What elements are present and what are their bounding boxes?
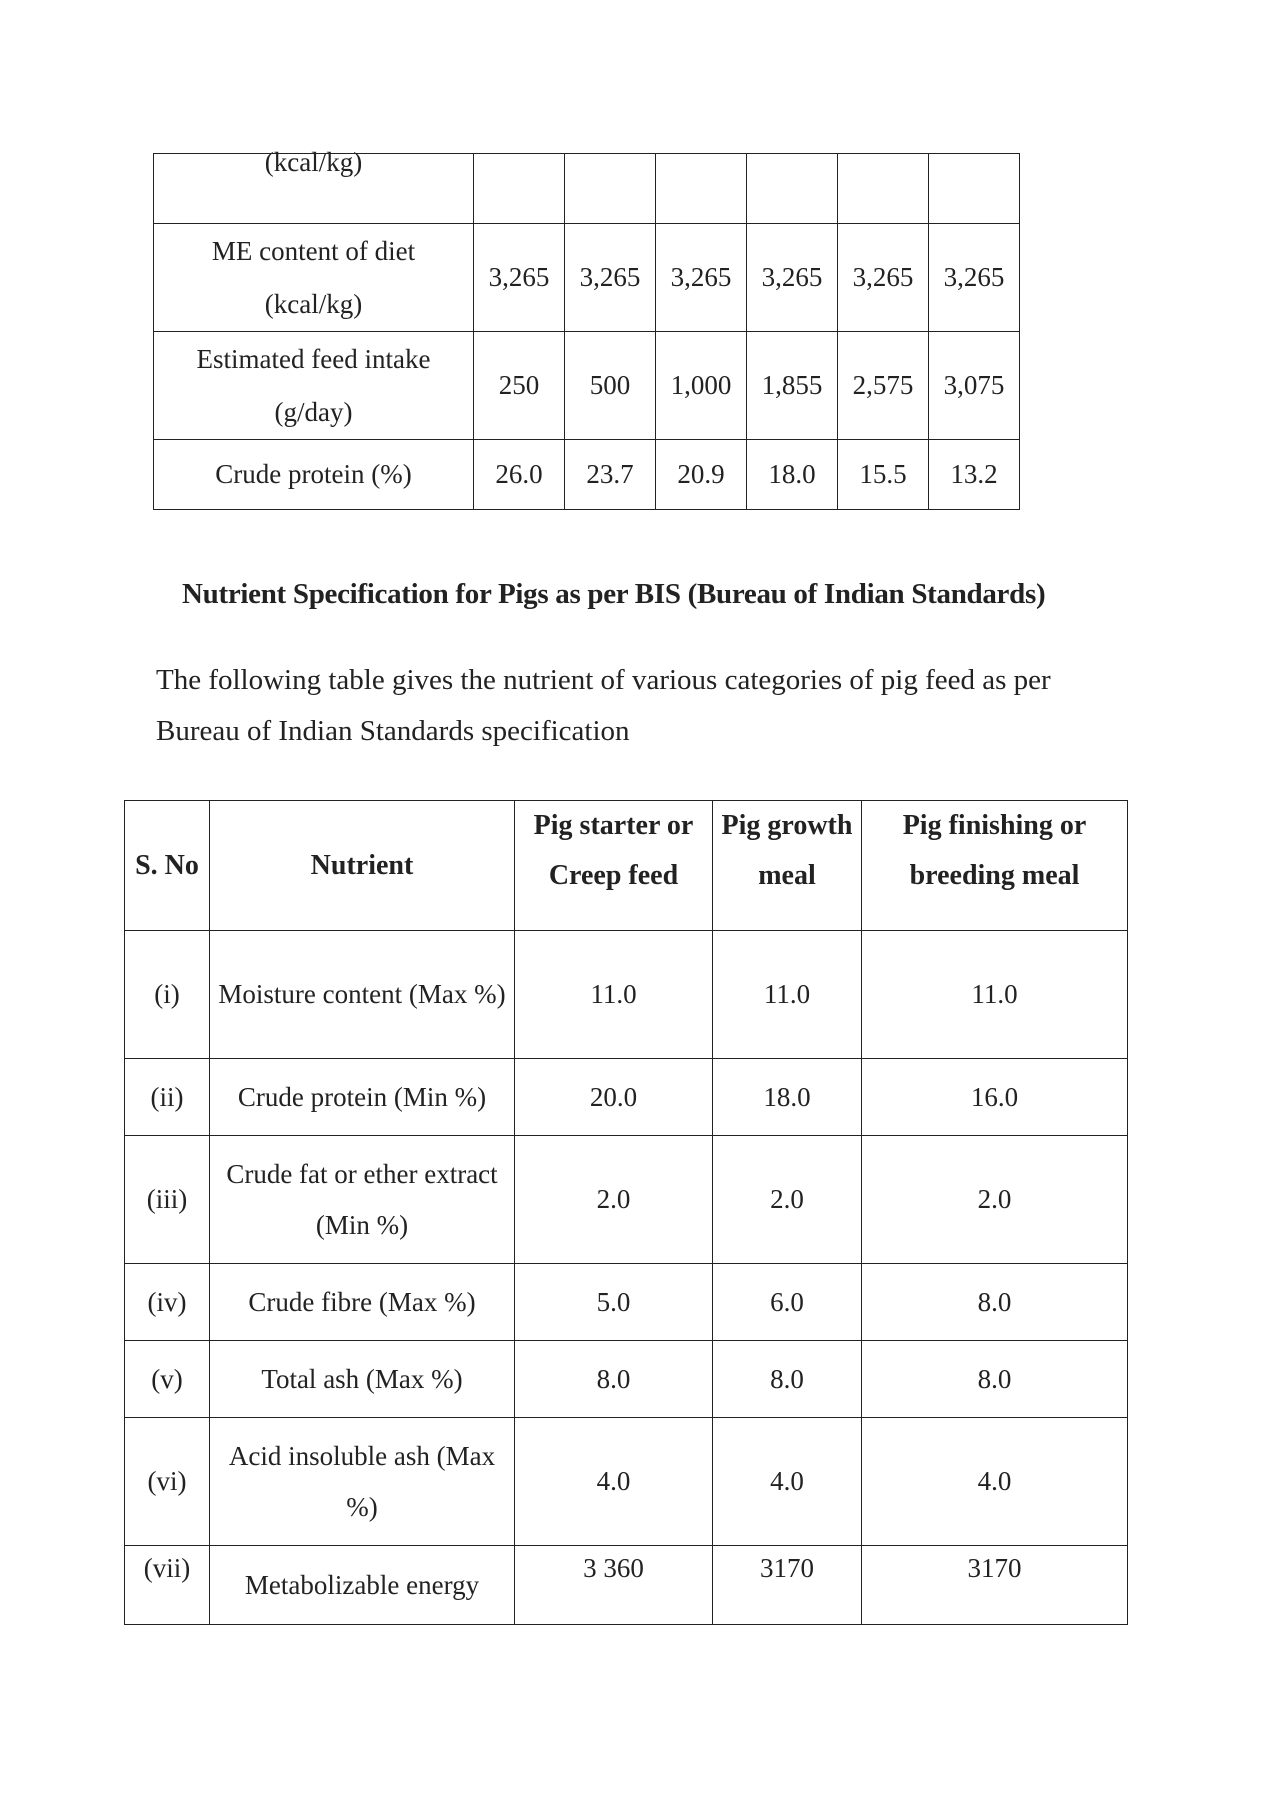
table-cell bbox=[929, 154, 1020, 224]
table-cell: 1,855 bbox=[747, 332, 838, 440]
table-cell: 3,265 bbox=[747, 224, 838, 332]
table-cell: 2.0 bbox=[862, 1136, 1128, 1264]
table-cell: 20.9 bbox=[656, 440, 747, 510]
table-cell: 3,265 bbox=[929, 224, 1020, 332]
nutrient-name: Metabolizable energy bbox=[210, 1546, 515, 1625]
table-cell: 8.0 bbox=[515, 1341, 713, 1418]
table-cell: 13.2 bbox=[929, 440, 1020, 510]
table-row bbox=[154, 440, 1020, 510]
table-cell: 2.0 bbox=[515, 1136, 713, 1264]
table-cell: 3 360 bbox=[515, 1546, 713, 1625]
row-label: Crude protein (%) bbox=[154, 440, 474, 510]
table-cell bbox=[474, 154, 565, 224]
row-label: (kcal/kg) bbox=[154, 154, 474, 224]
row-label: ME content of diet (kcal/kg) bbox=[154, 224, 474, 332]
table-row bbox=[125, 1264, 1128, 1341]
serial-number: (vi) bbox=[125, 1418, 210, 1546]
table-cell: 2,575 bbox=[838, 332, 929, 440]
bis-nutrient-table bbox=[124, 800, 1128, 1625]
table-row bbox=[154, 332, 1020, 440]
serial-number: (ii) bbox=[125, 1059, 210, 1136]
nutrient-name: Crude protein (Min %) bbox=[210, 1059, 515, 1136]
table-cell: 11.0 bbox=[515, 931, 713, 1059]
serial-number: (iv) bbox=[125, 1264, 210, 1341]
column-header-growth: Pig growth meal bbox=[713, 801, 862, 931]
table-cell: 8.0 bbox=[713, 1341, 862, 1418]
nutrient-name: Acid insoluble ash (Max %) bbox=[210, 1418, 515, 1546]
table-row bbox=[125, 1418, 1128, 1546]
column-header-starter: Pig starter or Creep feed bbox=[515, 801, 713, 931]
serial-number: (iii) bbox=[125, 1136, 210, 1264]
table-cell: 3,075 bbox=[929, 332, 1020, 440]
serial-number: (vii) bbox=[125, 1546, 210, 1625]
table-cell: 8.0 bbox=[862, 1341, 1128, 1418]
table-cell: 11.0 bbox=[862, 931, 1128, 1059]
table-row bbox=[125, 1136, 1128, 1264]
table-row bbox=[154, 154, 1020, 224]
table-cell bbox=[747, 154, 838, 224]
table-cell: 3,265 bbox=[565, 224, 656, 332]
nutrient-name: Crude fat or ether extract (Min %) bbox=[210, 1136, 515, 1264]
table-cell: 18.0 bbox=[713, 1059, 862, 1136]
table-cell: 20.0 bbox=[515, 1059, 713, 1136]
table-cell: 1,000 bbox=[656, 332, 747, 440]
table-cell: 250 bbox=[474, 332, 565, 440]
table-cell: 3,265 bbox=[838, 224, 929, 332]
table-cell: 16.0 bbox=[862, 1059, 1128, 1136]
nutrient-name: Moisture content (Max %) bbox=[210, 931, 515, 1059]
table-cell: 2.0 bbox=[713, 1136, 862, 1264]
serial-number: (v) bbox=[125, 1341, 210, 1418]
serial-number: (i) bbox=[125, 931, 210, 1059]
table-cell: 5.0 bbox=[515, 1264, 713, 1341]
table-cell: 6.0 bbox=[713, 1264, 862, 1341]
feed-requirement-table bbox=[153, 147, 1020, 510]
table-row bbox=[154, 224, 1020, 332]
table-cell: 500 bbox=[565, 332, 656, 440]
table-cell: 4.0 bbox=[515, 1418, 713, 1546]
row-label: Estimated feed intake (g/day) bbox=[154, 332, 474, 440]
table-cell: 3,265 bbox=[656, 224, 747, 332]
table-header-row bbox=[125, 801, 1128, 931]
table-row bbox=[125, 1059, 1128, 1136]
table-cell: 26.0 bbox=[474, 440, 565, 510]
nutrient-name: Total ash (Max %) bbox=[210, 1341, 515, 1418]
table-cell: 3170 bbox=[862, 1546, 1128, 1625]
column-header-sno: S. No bbox=[125, 801, 210, 931]
table-cell: 8.0 bbox=[862, 1264, 1128, 1341]
table-cell: 3,265 bbox=[474, 224, 565, 332]
section-heading: Nutrient Specification for Pigs as per BIS (Bureau of Indian Standards) bbox=[182, 578, 1046, 610]
table-cell: 23.7 bbox=[565, 440, 656, 510]
column-header-finishing: Pig finishing or breeding meal bbox=[862, 801, 1128, 931]
table-row bbox=[125, 1546, 1128, 1625]
table-cell: 3170 bbox=[713, 1546, 862, 1625]
table-cell bbox=[656, 154, 747, 224]
nutrient-name: Crude fibre (Max %) bbox=[210, 1264, 515, 1341]
table-cell: 15.5 bbox=[838, 440, 929, 510]
table-cell bbox=[838, 154, 929, 224]
table-row bbox=[125, 931, 1128, 1059]
table-cell: 18.0 bbox=[747, 440, 838, 510]
table-cell: 11.0 bbox=[713, 931, 862, 1059]
column-header-nutrient: Nutrient bbox=[210, 801, 515, 931]
table-cell: 4.0 bbox=[862, 1418, 1128, 1546]
table-cell: 4.0 bbox=[713, 1418, 862, 1546]
table-row bbox=[125, 1341, 1128, 1418]
section-description: The following table gives the nutrient of various categories of pig feed as per Bureau of Indian Standards specification bbox=[156, 664, 1051, 747]
table-cell bbox=[565, 154, 656, 224]
